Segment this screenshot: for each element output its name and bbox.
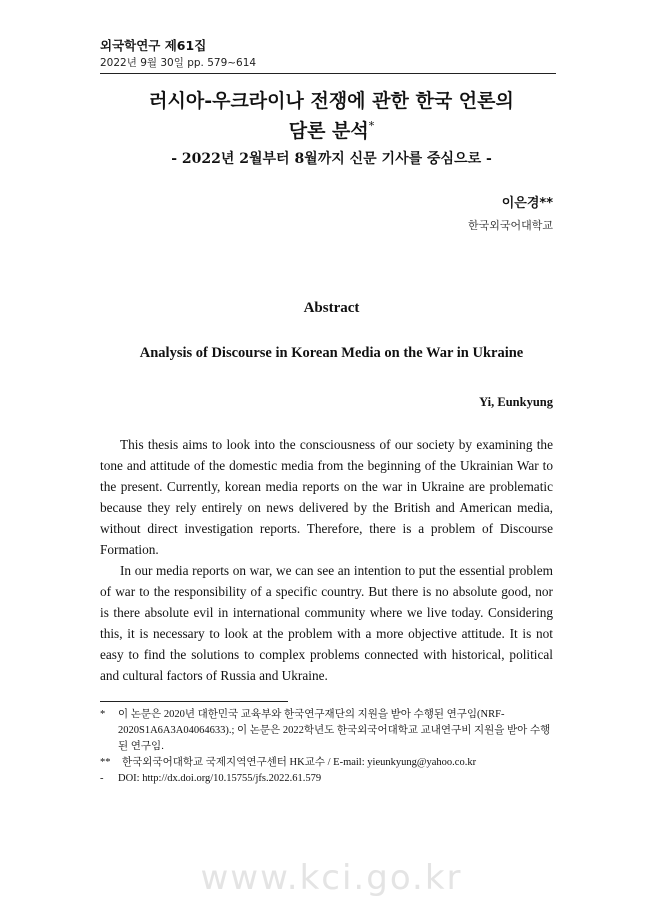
footnote-text: 한국외국어대학교 국제지역연구센터 HK교수 / E-mail: yieunkyung@yahoo.co.kr (122, 757, 477, 768)
abstract-body (100, 434, 553, 686)
abstract-paragraph: In our media reports on war, we can see an intention to put the essential problem of war to the responsibility of a specific country. But there is no absolute good, nor is there absolute evil in international community where we live today. Considering this, it is necessary to look at the problem with a more objective attitude. It is not easy to find the solutions to complex problems connected with historical, political and cultural factors of Russia and Ukraine. (100, 563, 553, 683)
footnote-mark: - (100, 773, 104, 784)
author-name: 이은경** (501, 196, 553, 211)
footnote-text: DOI: http://dx.doi.org/10.15755/jfs.2022.61.579 (118, 773, 322, 784)
abstract-paragraph: This thesis aims to look into the consciousness of our society by examining the tone and attitude of the domestic media from the beginning of the Ukrainian War to the present. Currently, korean media reports on the war in Ukraine are problematic because they rely entirely on news delivered by the British and American media, without direct investigation reports. Therefore, there is a problem of Discourse Formation. (100, 437, 553, 557)
footnote-author (100, 755, 556, 771)
abstract-author: Yi, Eunkyung (479, 395, 553, 409)
journal-issue-meta: 2022년 9월 30일 pp. 579~614 (100, 57, 257, 69)
header-divider (100, 73, 556, 74)
footnote-text: 이 논문은 2020년 대한민국 교육부와 한국연구재단의 지원을 받아 수행된 연구임(NRF-2020S1A6A3A04064633).; 이 논문은 2022학년도 한국외국어대학교 교내연구비 지원을 받아 수행된 연구임. (118, 709, 551, 752)
footnote-mark: ** (100, 757, 111, 768)
paper-title-line-2-text: 담론 분석 (288, 120, 369, 142)
footnotes (100, 707, 556, 787)
footnote-divider (100, 701, 288, 702)
kci-watermark: www.kci.go.kr (200, 858, 463, 898)
paper-subtitle: - 2022년 2월부터 8월까지 신문 기사를 중심으로 - (171, 151, 492, 167)
journal-header (100, 36, 256, 70)
author-affiliation: 한국외국어대학교 (467, 219, 553, 232)
paper-title-line-2 (0, 116, 663, 143)
footnote-doi (100, 771, 556, 787)
footnote-funding (100, 707, 556, 755)
abstract-heading: Abstract (303, 300, 360, 316)
journal-name: 외국학연구 제61집 (100, 38, 207, 53)
title-footnote-mark: * (368, 119, 375, 133)
paper-title-line-1: 러시아-우크라이나 전쟁에 관한 한국 언론의 (149, 90, 514, 112)
footnote-mark: * (100, 709, 106, 720)
abstract-english-title: Analysis of Discourse in Korean Media on the War in Ukraine (139, 345, 524, 361)
